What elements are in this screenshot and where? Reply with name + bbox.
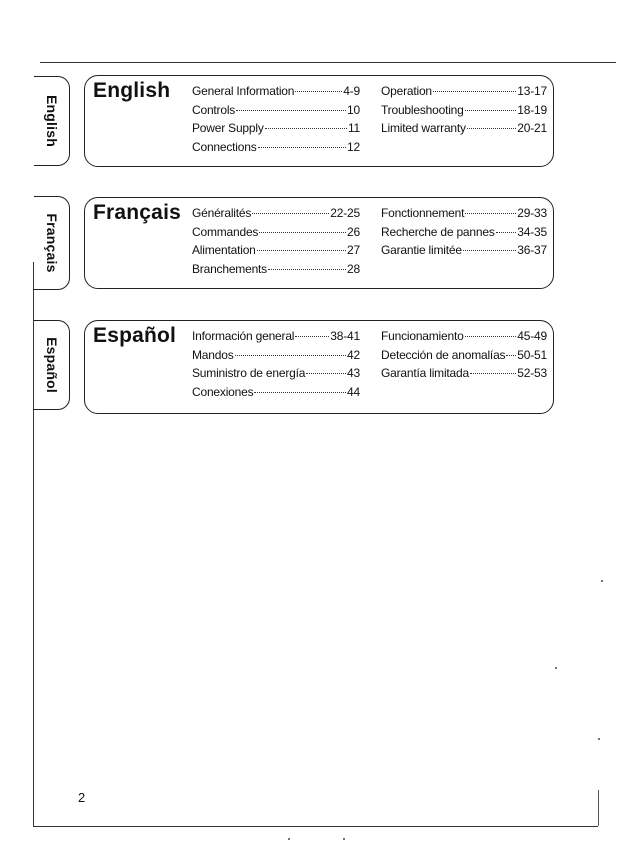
- leader-dots: [470, 373, 516, 374]
- toc-entry-title: Connections: [192, 139, 257, 154]
- leader-dots: [465, 213, 516, 214]
- toc-entry-pages: 12: [347, 139, 360, 154]
- tab-francais[interactable]: [34, 196, 70, 290]
- toc-column-1: [192, 204, 360, 278]
- section-title: English: [93, 79, 171, 102]
- toc-entry-pages: 27: [347, 243, 360, 257]
- bottom-rule: [33, 826, 598, 827]
- leader-dots: [463, 250, 516, 251]
- scan-speck: [598, 738, 600, 740]
- toc-entry-pages: 4-9: [343, 84, 360, 98]
- toc-entry[interactable]: [381, 204, 547, 223]
- scan-speck: [288, 838, 290, 840]
- section-espanol: [84, 320, 554, 414]
- toc-entry-title: Power Supply: [192, 121, 264, 135]
- toc-entry[interactable]: [192, 223, 360, 242]
- section-francais: [84, 197, 554, 289]
- toc-entry[interactable]: [381, 119, 547, 138]
- toc-entry[interactable]: [192, 101, 360, 120]
- toc-entry[interactable]: [192, 82, 360, 101]
- toc-entry[interactable]: [381, 364, 547, 383]
- leader-dots: [433, 91, 516, 92]
- toc-entry-pages: 18-19: [517, 102, 547, 117]
- leader-dots: [295, 336, 329, 337]
- toc-entry[interactable]: [192, 383, 360, 402]
- leader-dots: [268, 269, 346, 270]
- toc-column-2: [381, 204, 547, 260]
- toc-entry[interactable]: [192, 364, 360, 383]
- leader-dots: [258, 147, 347, 148]
- toc-entry-pages: 45-49: [517, 329, 547, 343]
- toc-entry-title: Fonctionnement: [381, 206, 465, 220]
- toc-entry-title: Limited warranty: [381, 121, 466, 135]
- section-title: Français: [93, 201, 181, 224]
- toc-entry-title: Garantía limitada: [381, 366, 469, 380]
- toc-entry[interactable]: [381, 101, 547, 120]
- toc-entry-title: General Information: [192, 84, 295, 98]
- toc-entry-pages: 28: [347, 261, 360, 276]
- toc-entry-pages: 38-41: [330, 329, 360, 343]
- right-rule-fragment: [598, 790, 599, 826]
- toc-entry-pages: 22-25: [330, 206, 360, 220]
- toc-entry-title: Généralités: [192, 206, 252, 220]
- toc-entry[interactable]: [192, 204, 360, 223]
- leader-dots: [235, 355, 347, 356]
- scan-speck: [555, 667, 557, 669]
- tab-espanol-label: Español: [43, 337, 60, 393]
- leader-dots: [254, 392, 346, 393]
- toc-entry-title: Alimentation: [192, 243, 256, 257]
- toc-entry[interactable]: [381, 223, 547, 242]
- top-rule: [40, 62, 616, 63]
- toc-entry-title: Detección de anomalías: [381, 347, 506, 362]
- leader-dots: [496, 232, 517, 233]
- toc-entry-pages: 13-17: [517, 84, 547, 98]
- toc-entry[interactable]: [192, 119, 360, 138]
- toc-entry-title: Troubleshooting: [381, 102, 464, 117]
- toc-column-1: [192, 82, 360, 156]
- tab-francais-label: Français: [43, 213, 60, 273]
- toc-entry-pages: 10: [347, 102, 360, 117]
- tab-espanol[interactable]: [34, 320, 70, 410]
- toc-entry[interactable]: [192, 241, 360, 260]
- toc-entry[interactable]: [192, 138, 360, 157]
- leader-dots: [465, 336, 517, 337]
- toc-entry-pages: 42: [347, 347, 360, 362]
- scan-speck: [343, 838, 345, 840]
- leader-dots: [265, 128, 347, 129]
- toc-column-2: [381, 82, 547, 138]
- leader-dots: [295, 91, 342, 92]
- page-number: 2: [78, 790, 86, 805]
- leader-dots: [252, 213, 329, 214]
- leader-dots: [236, 110, 346, 111]
- toc-entry[interactable]: [192, 346, 360, 365]
- toc-entry-title: Garantie limitée: [381, 243, 462, 257]
- toc-entry-title: Recherche de pannes: [381, 224, 495, 239]
- toc-entry-pages: 26: [347, 224, 360, 239]
- toc-entry-pages: 50-51: [517, 347, 547, 362]
- toc-entry[interactable]: [381, 327, 547, 346]
- toc-entry-pages: 52-53: [517, 366, 547, 380]
- leader-dots: [259, 232, 346, 233]
- toc-entry[interactable]: [381, 241, 547, 260]
- toc-entry[interactable]: [381, 82, 547, 101]
- toc-entry-title: Conexiones: [192, 384, 254, 399]
- toc-entry[interactable]: [192, 327, 360, 346]
- toc-entry-title: Commandes: [192, 224, 259, 239]
- toc-entry-pages: 36-37: [517, 243, 547, 257]
- toc-entry[interactable]: [381, 346, 547, 365]
- tab-english[interactable]: [34, 76, 70, 166]
- leader-dots: [467, 128, 516, 129]
- toc-entry-pages: 11: [347, 121, 360, 135]
- leader-dots: [257, 250, 346, 251]
- leader-dots: [506, 355, 516, 356]
- toc-entry-pages: 34-35: [517, 224, 547, 239]
- toc-entry-title: Información general: [192, 329, 295, 343]
- tab-english-label: English: [43, 95, 60, 147]
- toc-column-1: [192, 327, 360, 401]
- leader-dots: [306, 373, 346, 374]
- toc-entry-title: Branchements: [192, 261, 267, 276]
- section-title: Español: [93, 324, 177, 347]
- toc-entry-pages: 29-33: [517, 206, 547, 220]
- scan-speck: [601, 580, 603, 582]
- toc-entry-title: Mandos: [192, 347, 234, 362]
- toc-entry-title: Funcionamiento: [381, 329, 464, 343]
- toc-entry-title: Controls: [192, 102, 236, 117]
- toc-entry-title: Operation: [381, 84, 432, 98]
- leader-dots: [465, 110, 517, 111]
- toc-column-2: [381, 327, 547, 383]
- toc-entry-title: Suministro de energía: [192, 366, 306, 380]
- toc-entry[interactable]: [192, 260, 360, 279]
- section-english: [84, 75, 554, 167]
- toc-entry-pages: 44: [347, 384, 360, 399]
- toc-entry-pages: 20-21: [517, 121, 547, 135]
- toc-entry-pages: 43: [347, 366, 360, 380]
